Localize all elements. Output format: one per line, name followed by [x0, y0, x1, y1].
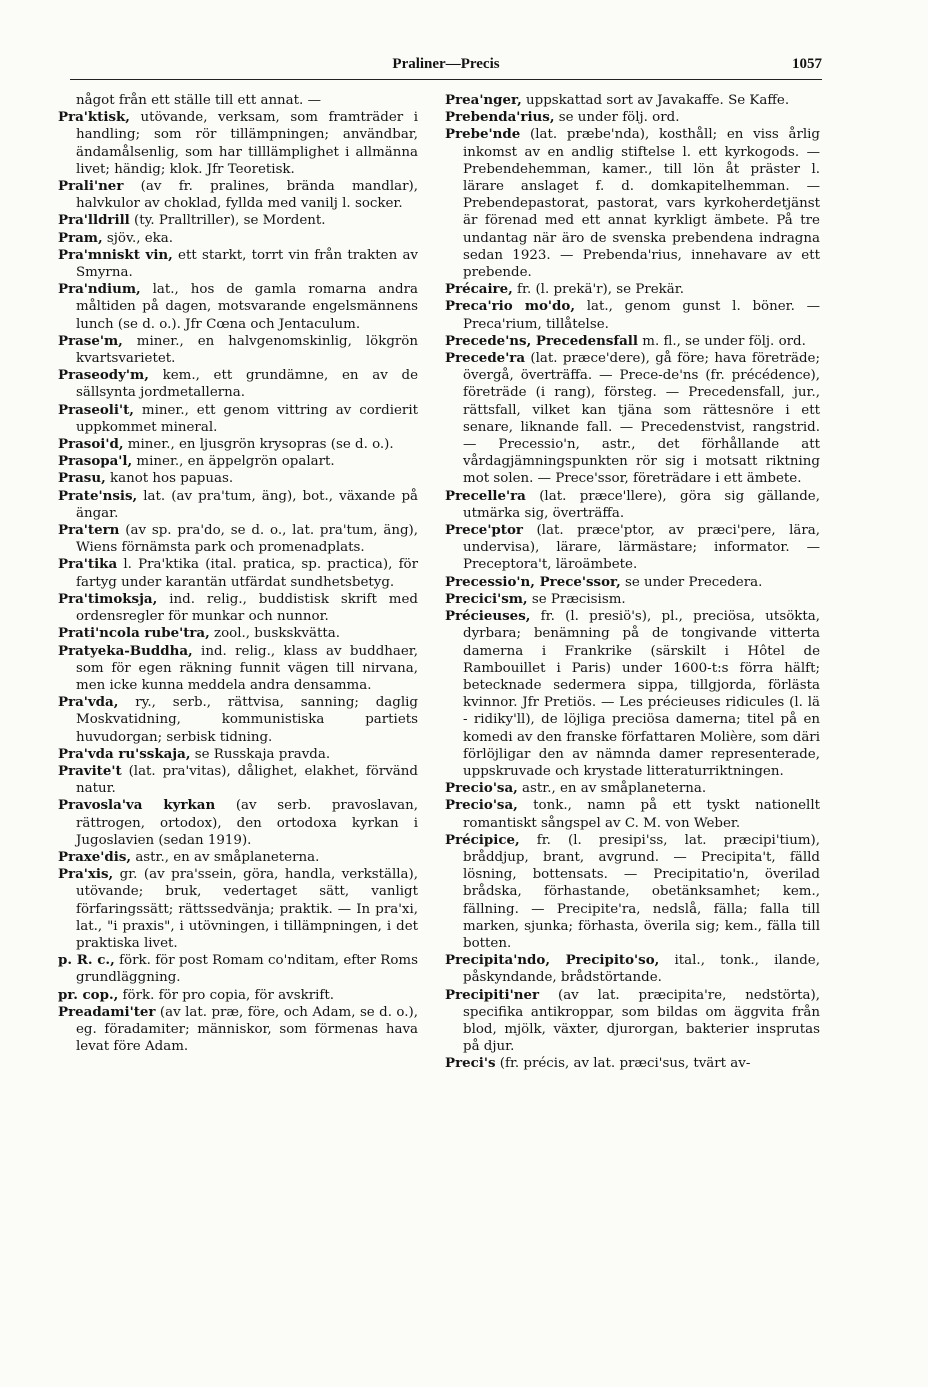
- dictionary-entry: [58, 694, 418, 746]
- entry-text: se under följ. ord.: [554, 110, 680, 126]
- entry-text: förk. för post Romam co'nditam, efter Roms grundläggning.: [76, 953, 418, 986]
- entry-headword: Precipita'ndo, Precipito'so,: [445, 952, 660, 969]
- entry-headword: Pra'tern: [58, 522, 120, 539]
- entry-headword: Pra'vda ru'sskaja,: [58, 745, 191, 762]
- entry-headword: Preadami'ter: [58, 1003, 156, 1020]
- entry-headword: pr. cop.,: [58, 986, 119, 1003]
- entry-headword: Pra'vda,: [58, 694, 119, 711]
- entry-text: tonk., namn på ett tyskt nationellt romantiskt sångspel av C. M. von Weber.: [463, 798, 820, 831]
- dictionary-entry: [445, 350, 820, 488]
- header-rule: [70, 79, 822, 80]
- entry-headword: Prate'nsis,: [58, 487, 138, 504]
- dictionary-entry: [58, 436, 418, 453]
- entry-text: sjöv., eka.: [102, 230, 174, 246]
- entry-text: (av sp. pra'do, se d. o., lat. pra'tum, äng), Wiens förnämsta park och promenadplats.: [76, 523, 418, 556]
- entry-headword: Praseoli't,: [58, 401, 134, 418]
- dictionary-entry: [58, 643, 418, 695]
- entry-text: lat., genom gunst l. böner. — Preca'rium, tillåtelse.: [463, 299, 821, 332]
- entry-text: astr., en av småplaneterna.: [517, 781, 707, 797]
- dictionary-entry: [445, 952, 820, 986]
- entry-text: lat., hos de gamla romarna andra måltiden på dagen, motsvarande engelsmännens lunch (se d. o.). Jfr Cœna och Jentaculum.: [76, 282, 418, 332]
- dictionary-entry: [58, 333, 418, 367]
- dictionary-entry: [445, 832, 820, 952]
- dictionary-entry: [58, 247, 418, 281]
- entry-headword: Pra'xis,: [58, 866, 114, 883]
- dictionary-entry: [58, 591, 418, 625]
- dictionary-entry: [58, 763, 418, 797]
- entry-headword: Precede'ns, Precedensfall: [445, 332, 638, 349]
- entry-headword: Précieuses,: [445, 608, 531, 625]
- entry-text: (lat. præce'dere), gå före; hava företräde; övergå, överträffa. — Prece-de'ns (fr. précédence), företräde (i rang), försteg. — Precedensfall, jur., rättsfall, vilket kan tjäna som rättesnöre i ett senare, liknande fall. — Precedenstvist, rangstrid. — Precessio'n, astr., det förhållande att vårdagjämningspunkten rör sig i motsatt riktning mot solen. — Prece'ssor, företrädare i ett ämbete.: [463, 351, 820, 487]
- entry-headword: Precio'sa,: [445, 797, 518, 814]
- dictionary-entry: [58, 230, 418, 247]
- entry-headword: Precelle'ra: [445, 487, 526, 504]
- dictionary-entry: [58, 1004, 418, 1056]
- entry-text: något från ett ställe till ett annat. —: [76, 93, 321, 108]
- entry-headword: Prebe'nde: [445, 126, 521, 143]
- entry-text: (lat. præce'ptor, av præci'pere, lära, undervisa), lärare, lärmästare; informator. — Preceptora't, läroämbete.: [463, 523, 820, 573]
- entry-text: (av serb. pravoslavan, rättrogen, ortodox), den ortodoxa kyrkan i Jugoslavien (sedan 1919).: [76, 798, 418, 848]
- entry-headword: Precio'sa,: [445, 780, 518, 797]
- entry-text: lat. (av pra'tum, äng), bot., växande på ängar.: [76, 488, 418, 521]
- dictionary-entry: [445, 608, 820, 780]
- dictionary-entry: [58, 987, 418, 1004]
- entry-text: zool., buskskvätta.: [209, 626, 340, 642]
- dictionary-entry: [58, 470, 418, 487]
- dictionary-entry: [58, 178, 418, 212]
- dictionary-entry: [58, 849, 418, 866]
- entry-headword: Pram,: [58, 229, 103, 246]
- dictionary-entry: [445, 281, 820, 298]
- entry-text: ett starkt, torrt vin från trakten av Smyrna.: [76, 247, 418, 281]
- entry-text: se Russkaja pravda.: [190, 746, 331, 762]
- entry-headword: Precipiti'ner: [445, 986, 540, 1003]
- entry-headword: Prasopa'l,: [58, 453, 133, 470]
- entry-headword: Prati'ncola rube'tra,: [58, 625, 210, 642]
- entry-headword: Pra'timoksja,: [58, 590, 158, 607]
- entry-text: m. fl., se under följ. ord.: [637, 333, 806, 349]
- dictionary-entry: [58, 746, 418, 763]
- left-column: [58, 92, 418, 1055]
- entry-headword: Prasu,: [58, 470, 106, 487]
- entry-text: (av lat. præ, före, och Adam, se d. o.), eg. föradamiter; människor, som förmenas hava levat före Adam.: [76, 1004, 418, 1055]
- entry-headword: Precici'sm,: [445, 590, 528, 607]
- right-column: [445, 92, 820, 1073]
- dictionary-entry: [445, 109, 820, 126]
- entry-headword: Pravite't: [58, 762, 122, 779]
- entry-headword: Pravosla'va kyrkan: [58, 797, 216, 814]
- dictionary-entry: [58, 402, 418, 436]
- entry-text: (av lat. præcipita're, nedstörta), specifika antikroppar, som bildas om äggvita från blod, mjölk, växter, djurorgan, bakterier insprutas på djur.: [463, 987, 820, 1055]
- entry-text: (lat. pra'vitas), dålighet, elakhet, förvänd natur.: [76, 763, 418, 797]
- entry-headword: p. R. c.,: [58, 952, 115, 969]
- dictionary-entry: [445, 488, 820, 522]
- entry-text: se under Precedera.: [620, 574, 763, 590]
- entry-text: (av fr. pralines, brända mandlar), halvkulor av choklad, fyllda med vanilj l. socker.: [76, 179, 418, 212]
- entry-text: (ty. Pralltriller), se Mordent.: [129, 213, 326, 229]
- dictionary-entry: [445, 298, 820, 332]
- dictionary-entry: [445, 126, 820, 281]
- entry-text: (fr. précis, av lat. præci'sus, tvärt av-: [495, 1056, 751, 1072]
- dictionary-entry: [58, 952, 418, 986]
- entry-headword: Pra'ktisk,: [58, 109, 130, 126]
- dictionary-entry: [445, 522, 820, 574]
- dictionary-entry: [58, 367, 418, 401]
- page-header: [70, 56, 822, 80]
- entry-text: kanot hos papuas.: [105, 471, 234, 487]
- dictionary-entry: [445, 797, 820, 831]
- entry-text: (lat. præbe'nda), kosthåll; en viss årlig inkomst av en andlig stiftelse l. ett kyrkogods. — Prebendehemman, kamer., till lön åt präster l. lärare anslaget f. d. domkapitelhemman. — Prebendepastorat, pastorat, vars kyrkoherdetjänst är förenad med ett annat kyrkligt ämbete. På tre undantag när äro de svenska prebendena indragna sedan 1923. — Prebenda'rius, innehavare av ett prebende.: [463, 127, 820, 281]
- entry-headword: Prali'ner: [58, 178, 124, 195]
- entry-text: miner., en äppelgrön opalart.: [132, 454, 335, 470]
- entry-text: utövande, verksam, som framträder i handling; som rör tillämpningen; användbar, ändamålsenlig, som har tilllämplighet i allmänna livet; händig; klok. Jfr Teoretisk.: [76, 110, 418, 177]
- entry-text: fr. (l. prekä'r), se Prekär.: [512, 282, 684, 298]
- entry-headword: Preci's: [445, 1055, 496, 1072]
- entry-text: ital., tonk., ilande, påskyndande, brådstörtande.: [463, 953, 820, 986]
- dictionary-entry: [58, 212, 418, 229]
- entry-headword: Praxe'dis,: [58, 848, 132, 865]
- entry-text: miner., ett genom vittring av cordierit uppkommet mineral.: [76, 402, 418, 435]
- entry-headword: Prasoi'd,: [58, 436, 124, 453]
- dictionary-entry: [445, 987, 820, 1056]
- dictionary-entry: [58, 797, 418, 849]
- dictionary-entry: [445, 574, 820, 591]
- entry-text: l. Pra'ktika (ital. pratica, sp. practica), för fartyg under karantän utfärdat sundhetsbetyg.: [76, 557, 418, 590]
- entry-headword: Precessio'n, Prece'ssor,: [445, 573, 621, 590]
- dictionary-entry: [58, 488, 418, 522]
- dictionary-entry: [58, 109, 418, 178]
- entry-headword: Prase'm,: [58, 332, 123, 349]
- dictionary-entry: [58, 92, 418, 109]
- entry-headword: Pra'lldrill: [58, 212, 130, 229]
- entry-text: gr. (av pra'ssein, göra, handla, verkställa), utövande; bruk, vedertaget sätt, vanligt förfaringssätt; rättssedvänja; praktik. — In pra'xi, lat., "i praxis", i utövningen, i tillämpningen, i det praktiska livet.: [76, 867, 418, 951]
- entry-text: uppskattad sort av Javakaffe. Se Kaffe.: [521, 93, 790, 108]
- dictionary-entry: [58, 453, 418, 470]
- dictionary-entry: [58, 522, 418, 556]
- entry-text: miner., en halvgenomskinlig, lökgrön kvartsvarietet.: [76, 333, 418, 367]
- entry-headword: Précipice,: [445, 831, 520, 848]
- dictionary-entry: [445, 92, 820, 109]
- entry-text: astr., en av småplaneterna.: [131, 849, 320, 865]
- dictionary-entry: [58, 625, 418, 642]
- entry-text: ry., serb., rättvisa, sanning; daglig Moskvatidning, kommunistiska partiets huvudorgan; serbisk tidning.: [76, 695, 418, 745]
- dictionary-entry: [445, 333, 820, 350]
- entry-headword: Précaire,: [445, 281, 513, 298]
- dictionary-entry: [445, 780, 820, 797]
- entry-text: ind. relig., buddistisk skrift med ordensregler för munkar och nunnor.: [76, 591, 418, 625]
- entry-headword: Pra'tika: [58, 556, 118, 573]
- entry-text: fr. (l. presipi'ss, lat. præcipi'tium), bråddjup, brant, avgrund. — Precipita't, fälld lösning, bottensats. — Precipitatio'n, överilad brådska, förhastande, obetänksamhet; kem., fällning. — Precipite'ra, nedslå, fälla; falla till marken, sjunka; förhasta, överila sig; kem., fälla till botten.: [463, 832, 820, 951]
- dictionary-entry: [58, 556, 418, 590]
- entry-headword: Pra'ndium,: [58, 281, 141, 298]
- dictionary-entry: [58, 866, 418, 952]
- entry-text: miner., en ljusgrön krysopras (se d. o.).: [123, 437, 394, 453]
- running-title: Praliner—Precis: [392, 56, 500, 72]
- dictionary-entry: [445, 1055, 820, 1072]
- entry-text: (lat. præce'llere), göra sig gällande, utmärka sig, överträffa.: [463, 488, 820, 521]
- entry-text: ind. relig., klass av buddhaer, som för egen räkning funnit vägen till nirvana, men icke kunna meddela andra densamma.: [76, 643, 418, 693]
- entry-headword: Prea'nger,: [445, 92, 522, 108]
- page-number: 1057: [792, 56, 822, 72]
- entry-headword: Praseody'm,: [58, 367, 149, 384]
- dictionary-entry: [445, 591, 820, 608]
- entry-text: kem., ett grundämne, en av de sällsynta jordmetallerna.: [76, 368, 418, 401]
- entry-headword: Prebenda'rius,: [445, 109, 555, 126]
- entry-headword: Precede'ra: [445, 350, 526, 367]
- entry-text: se Præcisism.: [527, 591, 626, 607]
- entry-headword: Pra'mniskt vin,: [58, 246, 173, 263]
- dictionary-entry: [58, 281, 418, 333]
- entry-headword: Preca'rio mo'do,: [445, 298, 575, 315]
- entry-text: förk. för pro copia, för avskrift.: [118, 987, 334, 1003]
- entry-text: fr. (l. presiö's), pl., preciösa, utsökta, dyrbara; benämning på de tongivande vitterta damerna i Frankrike (särskilt i Hôtel de Rambouillet i Paris) under 1600-t:s förra hälft; betecknade sedermera sippa, tillgjorda, förlästa kvinnor. Jfr Pretiös. — Les précieuses ridicules (l. lä - ridiky'll), de löjliga preciösa damerna; titel på en komedi av den franske författaren Molière, som däri förlöjligar den av nämnda damer representerade, uppskruvade och krystade litteraturriktningen.: [463, 609, 820, 779]
- entry-headword: Pratyeka-Buddha,: [58, 642, 193, 659]
- entry-headword: Prece'ptor: [445, 522, 523, 539]
